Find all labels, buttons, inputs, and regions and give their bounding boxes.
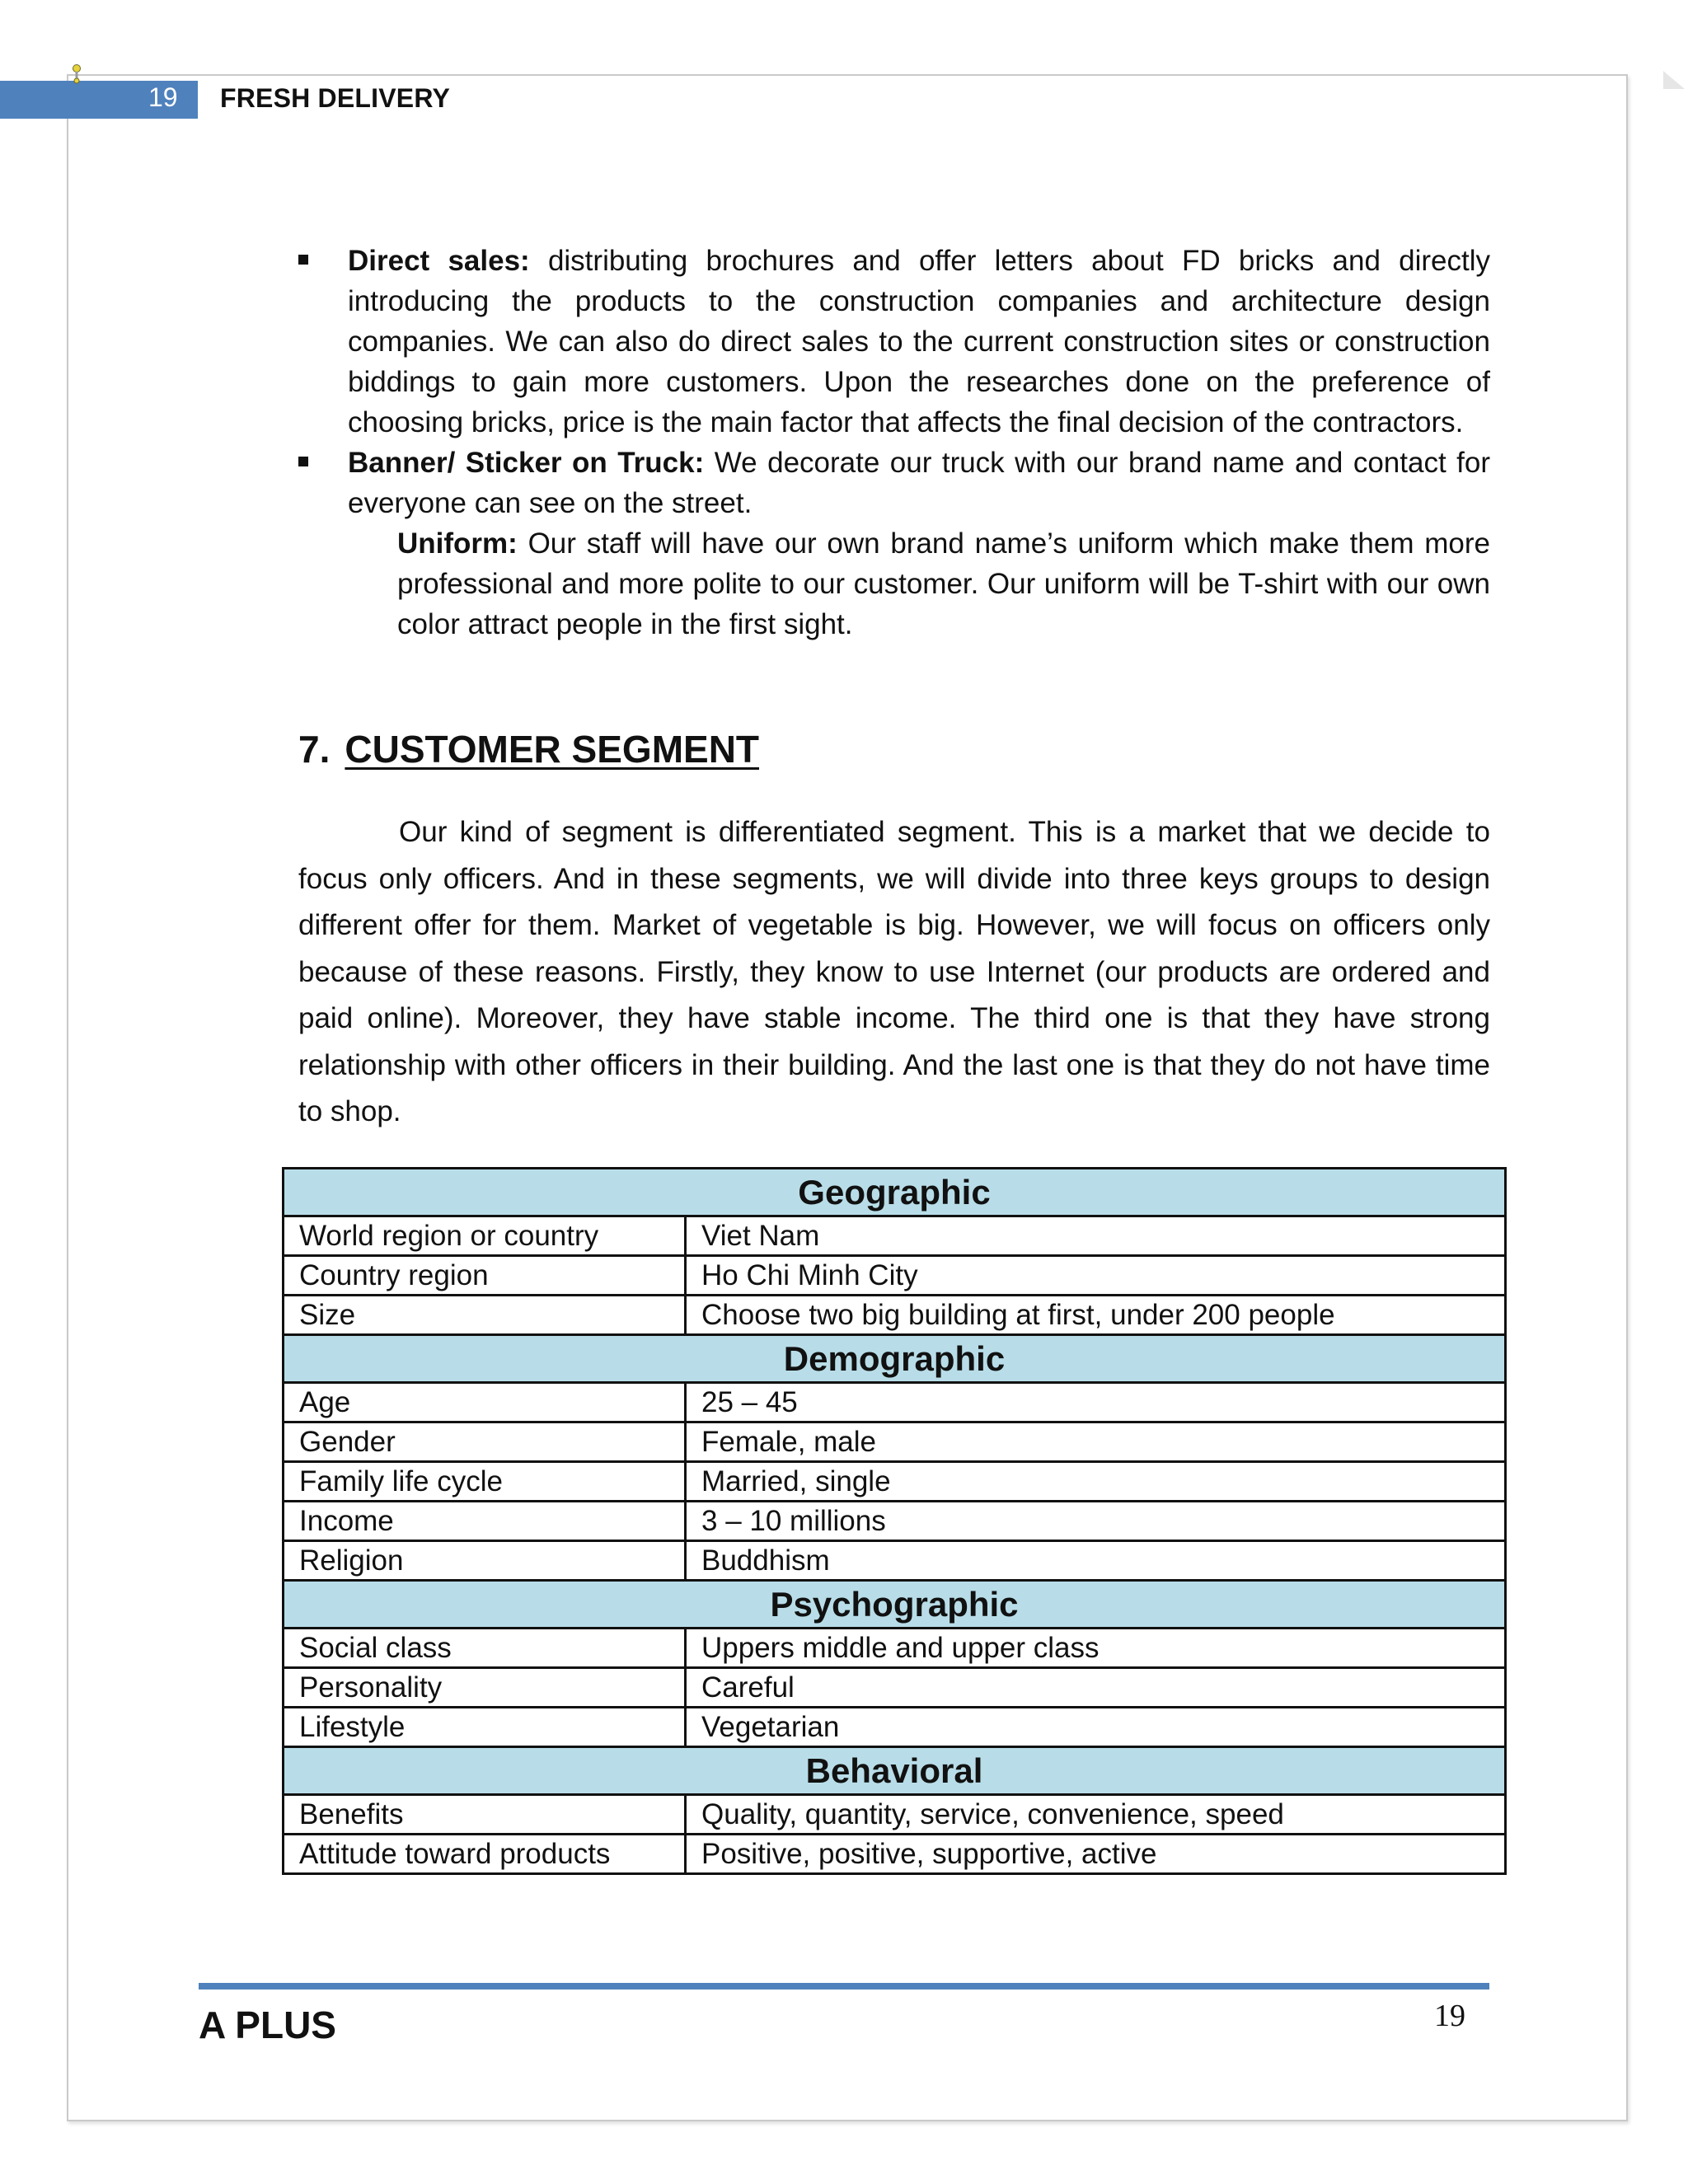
table-row — [284, 1502, 1506, 1541]
page-fold-corner — [1663, 71, 1685, 89]
table-row — [284, 1795, 1506, 1835]
row-label: Personality — [284, 1668, 686, 1708]
row-label: Income — [284, 1502, 686, 1541]
header-page-number: 19 — [148, 82, 178, 112]
category-heading: Behavioral — [284, 1747, 1506, 1795]
table-row — [284, 1256, 1506, 1296]
row-value: Female, male — [686, 1422, 1506, 1462]
segmentation-table — [282, 1167, 1507, 1875]
row-label: World region or country — [284, 1216, 686, 1256]
row-label: Religion — [284, 1541, 686, 1581]
table-row — [284, 1216, 1506, 1256]
footer-page-number: 19 — [1434, 1999, 1465, 2033]
bullet-direct-sales — [297, 241, 1490, 443]
section-title: CUSTOMER SEGMENT — [345, 728, 760, 771]
bullet-list — [297, 241, 1490, 644]
intro-paragraph: Our kind of segment is differentiated segment. This is a market that we decide to focus only officers. And in these segments, we will divide into three keys groups to design different offer for them. Market of vegetable is big. However, we will focus on officers only because of these reasons. Firstly, they know to use Internet (our products are ordered and paid online). Moreover, they have stable income. The third one is that they have strong relationship with other officers in their building. And the last one is that they do not have time to shop. — [298, 816, 1490, 1127]
table-row — [284, 1462, 1506, 1502]
category-row-behavioral — [284, 1747, 1506, 1795]
row-label: Family life cycle — [284, 1462, 686, 1502]
row-value: Positive, positive, supportive, active — [686, 1835, 1506, 1874]
footer-company: A PLUS — [199, 2004, 336, 2046]
bullet-square-icon — [298, 255, 308, 265]
category-row-geographic — [284, 1169, 1506, 1216]
header-title: FRESH DELIVERY — [220, 83, 450, 113]
table-row — [284, 1668, 1506, 1708]
footer-rule — [199, 1983, 1489, 1990]
row-value: Vegetarian — [686, 1708, 1506, 1747]
table-row — [284, 1835, 1506, 1874]
row-label: Country region — [284, 1256, 686, 1296]
row-value: Quality, quantity, service, convenience, speed — [686, 1795, 1506, 1835]
row-label: Benefits — [284, 1795, 686, 1835]
row-value: Married, single — [686, 1462, 1506, 1502]
row-value: Buddhism — [686, 1541, 1506, 1581]
row-label: Lifestyle — [284, 1708, 686, 1747]
section-number: 7. — [298, 728, 331, 771]
bullet-banner — [297, 443, 1490, 523]
bullet-label: Banner/ Sticker on Truck: — [348, 447, 705, 479]
table-row — [284, 1383, 1506, 1422]
row-value: Uppers middle and upper class — [686, 1629, 1506, 1668]
row-value: 3 – 10 millions — [686, 1502, 1506, 1541]
section-heading — [298, 727, 759, 771]
uniform-text: Our staff will have our own brand name’s uniform which make them more professional and more polite to our customer. Our uniform will be T-shirt with our own color attract people in the first sight. — [397, 527, 1490, 640]
table-row — [284, 1422, 1506, 1462]
category-heading: Geographic — [284, 1169, 1506, 1216]
bullet-label: Direct sales: — [348, 245, 530, 277]
row-label: Age — [284, 1383, 686, 1422]
row-value: Viet Nam — [686, 1216, 1506, 1256]
category-row-psychographic — [284, 1581, 1506, 1629]
row-value: Ho Chi Minh City — [686, 1256, 1506, 1296]
bullet-text: distributing brochures and offer letters about FD bricks and directly introducing the products to the construction companies and architecture design companies. We can also do direct sales to the current construction sites or construction biddings to gain more customers. Upon the researches done on the preference of choosing bricks, price is the main factor that affects the final decision of the contractors. — [348, 245, 1491, 438]
row-label: Gender — [284, 1422, 686, 1462]
uniform-label: Uniform: — [397, 527, 518, 560]
row-label: Size — [284, 1296, 686, 1335]
row-value: 25 – 45 — [686, 1383, 1506, 1422]
row-label: Attitude toward products — [284, 1835, 686, 1874]
category-heading: Psychographic — [284, 1581, 1506, 1629]
bullet-square-icon — [298, 457, 308, 466]
uniform-paragraph — [297, 523, 1490, 644]
category-row-demographic — [284, 1335, 1506, 1383]
category-heading: Demographic — [284, 1335, 1506, 1383]
pin-icon — [71, 64, 82, 86]
row-label: Social class — [284, 1629, 686, 1668]
row-value: Careful — [686, 1668, 1506, 1708]
table-row — [284, 1296, 1506, 1335]
table-row — [284, 1708, 1506, 1747]
table-row — [284, 1541, 1506, 1581]
row-value: Choose two big building at first, under 200 people — [686, 1296, 1506, 1335]
bullet-text: We decorate our truck with our brand name and contact for everyone can see on the street. — [348, 447, 1490, 519]
table-row — [284, 1629, 1506, 1668]
